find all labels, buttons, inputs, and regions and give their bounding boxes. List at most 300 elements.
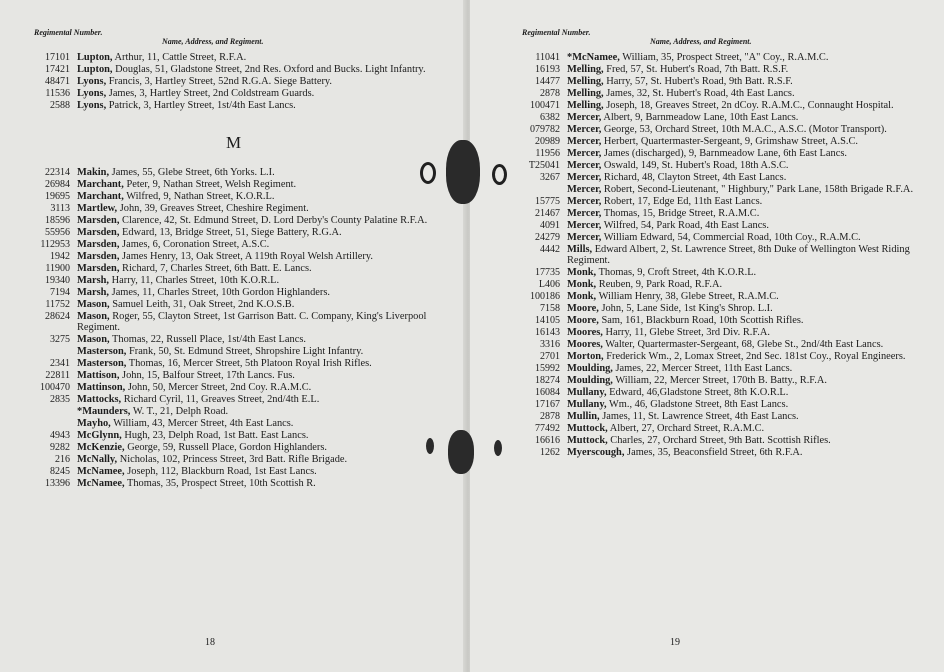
list-item bbox=[14, 382, 454, 393]
surname: Mercer, bbox=[567, 196, 602, 207]
entry-text bbox=[567, 411, 930, 422]
regimental-number: 19340 bbox=[45, 275, 70, 286]
surname: Moulding, bbox=[567, 375, 613, 386]
entry-text bbox=[77, 167, 454, 178]
list-item bbox=[14, 191, 454, 202]
address-regiment: Wilfred, 54, Park Road, 4th East Lancs. bbox=[601, 220, 769, 231]
regimental-number: 28624 bbox=[45, 311, 70, 322]
surname: Myerscough, bbox=[567, 447, 625, 458]
entry-text bbox=[567, 279, 930, 290]
list-item bbox=[14, 287, 454, 298]
reg-number-header: Regimental Number. bbox=[34, 28, 103, 37]
address-regiment: Oswald, 149, St. Hubert's Road, 18th A.S.C. bbox=[601, 160, 789, 171]
surname: Marsden, bbox=[77, 251, 120, 262]
list-item bbox=[504, 363, 930, 374]
address-regiment: William, 22, Mercer Street, 170th B. Batty., R.F.A. bbox=[612, 375, 827, 386]
entry-text bbox=[77, 358, 454, 369]
address-regiment: Wilfred, 9, Nathan Street, K.O.R.L. bbox=[123, 191, 275, 202]
address-regiment: James (discharged), 9, Barnmeadow Lane, 6th East Lancs. bbox=[601, 148, 847, 159]
list-item bbox=[504, 88, 930, 99]
list-item bbox=[14, 454, 454, 465]
regimental-number: 13396 bbox=[45, 478, 70, 489]
list-item bbox=[14, 76, 454, 87]
list-item bbox=[14, 64, 454, 75]
address-regiment: William, 43, Mercer Street, 4th East Lancs. bbox=[110, 418, 294, 429]
entry-text bbox=[567, 208, 930, 219]
entry-text bbox=[567, 100, 930, 111]
regimental-number: 11536 bbox=[45, 88, 70, 99]
entry-text bbox=[567, 184, 930, 195]
surname: Moores, bbox=[567, 327, 603, 338]
surname: Martlew, bbox=[77, 203, 118, 214]
list-item bbox=[14, 239, 454, 250]
entry-text bbox=[77, 88, 454, 99]
list-item bbox=[14, 167, 454, 178]
entry-text bbox=[567, 52, 930, 63]
list-item bbox=[14, 346, 454, 357]
list-item bbox=[504, 244, 930, 266]
address-regiment: Arthur, 11, Cattle Street, R.F.A. bbox=[112, 52, 247, 63]
regimental-number: 100470 bbox=[40, 382, 70, 393]
address-regiment: George, 53, Orchard Street, 10th M.A.C., A.S.C. (Motor Transport). bbox=[601, 124, 887, 135]
ink-blot bbox=[446, 140, 480, 204]
surname: Mercer, bbox=[567, 148, 602, 159]
left-page bbox=[0, 0, 466, 672]
list-item bbox=[14, 179, 454, 190]
address-regiment: George, 59, Russell Place, Gordon Highlanders. bbox=[124, 442, 327, 453]
entry-text bbox=[567, 447, 930, 458]
surname: Mayho, bbox=[77, 418, 111, 429]
column-header bbox=[34, 28, 264, 46]
address-regiment: Joseph, 18, Greaves Street, 2n dCoy. R.A.M.C., Connaught Hospital. bbox=[603, 100, 894, 111]
right-page bbox=[470, 0, 944, 672]
regimental-number bbox=[14, 346, 77, 357]
regimental-number: 2701 bbox=[540, 351, 560, 362]
list-item bbox=[504, 267, 930, 278]
regimental-number: 8245 bbox=[50, 466, 70, 477]
address-regiment: Walter, Quartermaster-Sergeant, 68, Glebe St., 2nd/4th East Lancs. bbox=[602, 339, 884, 350]
regimental-number: 14105 bbox=[535, 315, 560, 326]
entry-text bbox=[77, 215, 454, 226]
regimental-number: 16143 bbox=[535, 327, 560, 338]
ink-blot bbox=[426, 438, 434, 454]
entry-text bbox=[567, 148, 930, 159]
entry-text bbox=[567, 315, 930, 326]
list-item bbox=[504, 136, 930, 147]
address-regiment: Patrick, 3, Hartley Street, 1st/4th East Lancs. bbox=[106, 100, 296, 111]
regimental-number: 2878 bbox=[540, 88, 560, 99]
address-regiment: John, 5, Lane Side, 1st King's Shrop. L.I. bbox=[598, 303, 773, 314]
address-regiment: Douglas, 51, Gladstone Street, 2nd Res. Oxford and Bucks. Light Infantry. bbox=[112, 64, 426, 75]
surname: Mercer, bbox=[567, 184, 602, 195]
list-item bbox=[14, 406, 454, 417]
regimental-number: 7194 bbox=[50, 287, 70, 298]
address-regiment: James Henry, 13, Oak Street, A 119th Royal Welsh Artillery. bbox=[119, 251, 373, 262]
list-item bbox=[14, 334, 454, 345]
surname: Mason, bbox=[77, 299, 110, 310]
regimental-number: 15775 bbox=[535, 196, 560, 207]
entry-text bbox=[77, 76, 454, 87]
regimental-number: 11956 bbox=[535, 148, 560, 159]
surname: Morton, bbox=[567, 351, 604, 362]
entry-text bbox=[567, 423, 930, 434]
regimental-number: 11041 bbox=[535, 52, 560, 63]
address-regiment: Thomas, 9, Croft Street, 4th K.O.R.L. bbox=[596, 267, 757, 278]
name-header: Name, Address, and Regiment. bbox=[162, 37, 264, 46]
regimental-number: 20989 bbox=[535, 136, 560, 147]
list-item bbox=[14, 430, 454, 441]
regimental-number: 7158 bbox=[540, 303, 560, 314]
regimental-number: 2878 bbox=[540, 411, 560, 422]
entry-text bbox=[77, 100, 454, 111]
entry-text bbox=[77, 239, 454, 250]
regimental-number: 16616 bbox=[535, 435, 560, 446]
address-regiment: Hugh, 23, Delph Road, 1st Batt. East Lancs. bbox=[121, 430, 309, 441]
entry-text bbox=[567, 363, 930, 374]
surname: Mercer, bbox=[567, 136, 602, 147]
regimental-number bbox=[14, 406, 77, 417]
surname: McNamee, bbox=[77, 478, 125, 489]
list-item bbox=[504, 375, 930, 386]
surname: Muttock, bbox=[567, 423, 608, 434]
list-item bbox=[504, 447, 930, 458]
address-regiment: William Edward, 54, Commercial Road, 10th Coy., R.A.M.C. bbox=[601, 232, 861, 243]
address-regiment: William, 35, Prospect Street, "A" Coy., R.A.M.C. bbox=[619, 52, 829, 63]
address-regiment: Charles, 27, Orchard Street, 9th Batt. Scottish Rifles. bbox=[607, 435, 831, 446]
surname: Lyons, bbox=[77, 76, 107, 87]
page-number: 19 bbox=[670, 637, 680, 648]
ink-blot bbox=[448, 430, 474, 474]
regimental-number: 3316 bbox=[540, 339, 560, 350]
surname: Masterson, bbox=[77, 346, 127, 357]
list-item bbox=[14, 311, 454, 333]
regimental-number: 6382 bbox=[540, 112, 560, 123]
entry-text bbox=[567, 172, 930, 183]
address-regiment: John, 15, Balfour Street, 17th Lancs. Fus. bbox=[119, 370, 295, 381]
address-regiment: Albert, 27, Orchard Street, R.A.M.C. bbox=[607, 423, 765, 434]
entry-text bbox=[77, 466, 454, 477]
surname: Makin, bbox=[77, 167, 110, 178]
surname: McGlynn, bbox=[77, 430, 122, 441]
entry-text bbox=[567, 136, 930, 147]
entry-text bbox=[77, 251, 454, 262]
entry-text bbox=[77, 370, 454, 381]
surname: Lupton, bbox=[77, 52, 113, 63]
entry-text bbox=[77, 382, 454, 393]
regimental-number: 22314 bbox=[45, 167, 70, 178]
entry-text bbox=[77, 275, 454, 286]
address-regiment: Clarence, 42, St. Edmund Street, D. Lord Derby's County Palatine R.F.A. bbox=[119, 215, 428, 226]
list-item bbox=[14, 418, 454, 429]
list-item bbox=[504, 351, 930, 362]
regimental-number: 2341 bbox=[50, 358, 70, 369]
address-regiment: James, 32, St. Hubert's Road, 4th East Lancs. bbox=[603, 88, 795, 99]
entry-text bbox=[567, 232, 930, 243]
surname: Lupton, bbox=[77, 64, 113, 75]
surname: Marsden, bbox=[77, 227, 120, 238]
surname: McNamee, bbox=[77, 466, 125, 477]
surname: Marsden, bbox=[77, 239, 120, 250]
surname: Melling, bbox=[567, 88, 604, 99]
entry-text bbox=[77, 52, 454, 63]
entry-text bbox=[77, 311, 454, 333]
surname: Melling, bbox=[567, 100, 604, 111]
address-regiment: James, 3, Hartley Street, 2nd Coldstream Guards. bbox=[106, 88, 315, 99]
list-item bbox=[504, 160, 930, 171]
regimental-number: 3267 bbox=[540, 172, 560, 183]
regimental-number: T25041 bbox=[528, 160, 560, 171]
list-item bbox=[504, 279, 930, 290]
ink-blot bbox=[494, 440, 502, 456]
binding-hole bbox=[420, 162, 436, 184]
entry-text bbox=[77, 394, 454, 405]
regimental-number: 48471 bbox=[45, 76, 70, 87]
surname: Mercer, bbox=[567, 124, 602, 135]
list-item bbox=[504, 100, 930, 111]
regimental-number: 2835 bbox=[50, 394, 70, 405]
list-item bbox=[504, 327, 930, 338]
surname: Mattinson, bbox=[77, 382, 126, 393]
address-regiment: Thomas, 16, Mercer Street, 5th Platoon Royal Irish Rifles. bbox=[126, 358, 372, 369]
surname: Mercer, bbox=[567, 112, 602, 123]
regimental-number: 14477 bbox=[535, 76, 560, 87]
regimental-number: 24279 bbox=[535, 232, 560, 243]
regimental-number: 16193 bbox=[535, 64, 560, 75]
entry-text bbox=[77, 191, 454, 202]
address-regiment: Sam, 161, Blackburn Road, 10th Scottish Rifles. bbox=[598, 315, 804, 326]
list-item bbox=[504, 291, 930, 302]
list-item bbox=[504, 339, 930, 350]
address-regiment: John, 39, Greaves Street, Cheshire Regiment. bbox=[117, 203, 309, 214]
surname: Marsden, bbox=[77, 263, 120, 274]
page-number: 18 bbox=[205, 637, 215, 648]
regimental-number: 17101 bbox=[45, 52, 70, 63]
entry-text bbox=[77, 418, 454, 429]
surname: *McNamee, bbox=[567, 52, 620, 63]
surname: Mercer, bbox=[567, 172, 602, 183]
column-header bbox=[522, 28, 752, 46]
regimental-number bbox=[14, 418, 77, 429]
surname: Monk, bbox=[567, 279, 597, 290]
entry-text bbox=[77, 454, 454, 465]
list-item bbox=[14, 299, 454, 310]
surname: Moores, bbox=[567, 339, 603, 350]
address-regiment: Frederick Wm., 2, Lomax Street, 2nd Sec. 181st Coy., Royal Engineers. bbox=[603, 351, 906, 362]
entry-text bbox=[567, 387, 930, 398]
list-item bbox=[504, 196, 930, 207]
regimental-number: 26984 bbox=[45, 179, 70, 190]
surname: Marsh, bbox=[77, 287, 110, 298]
address-regiment: Wm., 46, Gladstone Street, 8th East Lancs. bbox=[606, 399, 789, 410]
address-regiment: Harry, 11, Glebe Street, 3rd Div. R.F.A. bbox=[602, 327, 770, 338]
list-item bbox=[14, 251, 454, 262]
surname: Muttock, bbox=[567, 435, 608, 446]
regimental-number: 1942 bbox=[50, 251, 70, 262]
address-regiment: Richard, 7, Charles Street, 6th Batt. E. Lancs. bbox=[119, 263, 312, 274]
regimental-number: 216 bbox=[55, 454, 70, 465]
regimental-number: 9282 bbox=[50, 442, 70, 453]
address-regiment: Fred, 57, St. Hubert's Road, 7th Batt. R.S.F. bbox=[603, 64, 789, 75]
address-regiment: Robert, Second-Lieutenant, " Highbury," Park Lane, 158th Brigade R.F.A. bbox=[601, 184, 914, 195]
surname: Mullany, bbox=[567, 399, 607, 410]
list-item bbox=[14, 100, 454, 111]
address-regiment: Edward, 46,Gladstone Street, 8th K.O.R.L. bbox=[606, 387, 789, 398]
surname: Mercer, bbox=[567, 160, 602, 171]
regimental-number: 17167 bbox=[535, 399, 560, 410]
surname: Mason, bbox=[77, 311, 110, 322]
list-item bbox=[504, 52, 930, 63]
surname: Monk, bbox=[567, 291, 597, 302]
list-item bbox=[14, 215, 454, 226]
list-item bbox=[14, 275, 454, 286]
list-item bbox=[14, 370, 454, 381]
list-item bbox=[14, 227, 454, 238]
address-regiment: Thomas, 15, Bridge Street, R.A.M.C. bbox=[601, 208, 760, 219]
address-regiment: Harry, 11, Charles Street, 10th K.O.R.L. bbox=[109, 275, 280, 286]
address-regiment: James, 55, Glebe Street, 6th Yorks. L.I. bbox=[109, 167, 275, 178]
list-item bbox=[504, 303, 930, 314]
reg-number-header: Regimental Number. bbox=[522, 28, 591, 37]
address-regiment: Reuben, 9, Park Road, R.F.A. bbox=[596, 279, 723, 290]
regimental-number: 18596 bbox=[45, 215, 70, 226]
address-regiment: Samuel Leith, 31, Oak Street, 2nd K.O.S.B. bbox=[109, 299, 295, 310]
entry-text bbox=[77, 406, 454, 417]
list-item bbox=[14, 88, 454, 99]
address-regiment: Peter, 9, Nathan Street, Welsh Regiment. bbox=[123, 179, 297, 190]
surname: *Maunders, bbox=[77, 406, 131, 417]
entry-text bbox=[567, 220, 930, 231]
entry-text bbox=[567, 327, 930, 338]
list-item bbox=[14, 442, 454, 453]
entry-text bbox=[567, 112, 930, 123]
surname: Mullany, bbox=[567, 387, 607, 398]
regimental-number: 17421 bbox=[45, 64, 70, 75]
list-item bbox=[14, 394, 454, 405]
entry-text bbox=[567, 399, 930, 410]
regimental-number: 3113 bbox=[50, 203, 70, 214]
surname: Monk, bbox=[567, 267, 597, 278]
address-regiment: James, 22, Mercer Street, 11th East Lancs. bbox=[612, 363, 793, 374]
regimental-number: 21467 bbox=[535, 208, 560, 219]
entry-text bbox=[567, 124, 930, 135]
regimental-number: 11900 bbox=[45, 263, 70, 274]
entry-text bbox=[567, 196, 930, 207]
entry-text bbox=[77, 346, 454, 357]
entry-text bbox=[77, 263, 454, 274]
entry-text bbox=[567, 339, 930, 350]
list-item bbox=[504, 124, 930, 135]
entry-text bbox=[567, 435, 930, 446]
address-regiment: Francis, 3, Hartley Street, 52nd R.G.A. Siege Battery. bbox=[106, 76, 333, 87]
surname: Marchant, bbox=[77, 191, 124, 202]
address-regiment: Nicholas, 102, Princess Street, 3rd Batt. Rifle Brigade. bbox=[117, 454, 348, 465]
regimental-number: 77492 bbox=[535, 423, 560, 434]
entry-text bbox=[77, 334, 454, 345]
address-regiment: Albert, 9, Barnmeadow Lane, 10th East Lancs. bbox=[601, 112, 799, 123]
regimental-number: 2588 bbox=[50, 100, 70, 111]
address-regiment: Roger, 55, Clayton Street, 1st Garrison Batt. C. Company, King's Liverpool Regiment. bbox=[77, 311, 427, 333]
address-regiment: Harry, 57, St. Hubert's Road, 9th Batt. R.S.F. bbox=[603, 76, 793, 87]
address-regiment: Joseph, 112, Blackburn Road, 1st East Lancs. bbox=[124, 466, 317, 477]
regimental-number: 4943 bbox=[50, 430, 70, 441]
list-item bbox=[504, 315, 930, 326]
list-item bbox=[504, 64, 930, 75]
entry-text bbox=[567, 244, 930, 266]
regimental-number: 100186 bbox=[530, 291, 560, 302]
surname: Mercer, bbox=[567, 232, 602, 243]
entry-text bbox=[77, 430, 454, 441]
list-item bbox=[504, 220, 930, 231]
right-entry-list bbox=[504, 52, 930, 459]
regimental-number: 19695 bbox=[45, 191, 70, 202]
list-item bbox=[504, 112, 930, 123]
list-item bbox=[504, 411, 930, 422]
list-item bbox=[504, 184, 930, 195]
entry-text bbox=[77, 64, 454, 75]
surname: Marsden, bbox=[77, 215, 120, 226]
entry-text bbox=[567, 64, 930, 75]
address-regiment: James, 35, Beaconsfield Street, 6th R.F.A. bbox=[624, 447, 803, 458]
regimental-number: 3275 bbox=[50, 334, 70, 345]
entry-text bbox=[567, 88, 930, 99]
address-regiment: W. T., 21, Delph Road. bbox=[130, 406, 229, 417]
regimental-number: 15992 bbox=[535, 363, 560, 374]
address-regiment: John, 50, Mercer Street, 2nd Coy. R.A.M.C. bbox=[125, 382, 312, 393]
surname: Mullin, bbox=[567, 411, 600, 422]
address-regiment: James, 11, Charles Street, 10th Gordon Highlanders. bbox=[109, 287, 330, 298]
regimental-number: 112953 bbox=[40, 239, 70, 250]
surname: McKenzie, bbox=[77, 442, 125, 453]
surname: Mercer, bbox=[567, 208, 602, 219]
surname: Mason, bbox=[77, 334, 110, 345]
list-item bbox=[504, 423, 930, 434]
entry-text bbox=[567, 351, 930, 362]
address-regiment: Richard Cyril, 11, Greaves Street, 2nd/4th E.L. bbox=[121, 394, 320, 405]
address-regiment: Herbert, Quartermaster-Sergeant, 9, Grimshaw Street, A.S.C. bbox=[601, 136, 859, 147]
left-entry-list bbox=[14, 52, 454, 490]
list-item bbox=[504, 172, 930, 183]
entry-text bbox=[567, 160, 930, 171]
regimental-number: 16084 bbox=[535, 387, 560, 398]
regimental-number: 4091 bbox=[540, 220, 560, 231]
regimental-number: 18274 bbox=[535, 375, 560, 386]
address-regiment: Edward, 13, Bridge Street, 51, Siege Battery, R.G.A. bbox=[119, 227, 342, 238]
list-item bbox=[504, 232, 930, 243]
list-item bbox=[504, 387, 930, 398]
address-regiment: Frank, 50, St. Edmund Street, Shropshire Light Infantry. bbox=[126, 346, 364, 357]
list-item bbox=[14, 52, 454, 63]
surname: Moore, bbox=[567, 315, 599, 326]
surname: Mattocks, bbox=[77, 394, 122, 405]
regimental-number: 1262 bbox=[540, 447, 560, 458]
regimental-number: 100471 bbox=[530, 100, 560, 111]
address-regiment: Robert, 17, Edge Ed, 11th East Lancs. bbox=[601, 196, 763, 207]
entry-text bbox=[567, 303, 930, 314]
entry-text bbox=[567, 267, 930, 278]
surname: Mills, bbox=[567, 244, 593, 255]
entry-text bbox=[567, 291, 930, 302]
list-item bbox=[14, 466, 454, 477]
address-regiment: Richard, 48, Clayton Street, 4th East Lancs. bbox=[601, 172, 787, 183]
regimental-number bbox=[504, 184, 567, 195]
surname: McNally, bbox=[77, 454, 118, 465]
regimental-number: 4442 bbox=[540, 244, 560, 255]
surname: Moulding, bbox=[567, 363, 613, 374]
entry-text bbox=[567, 76, 930, 87]
address-regiment: Thomas, 35, Prospect Street, 10th Scottish R. bbox=[124, 478, 316, 489]
entry-text bbox=[77, 287, 454, 298]
regimental-number: 55956 bbox=[45, 227, 70, 238]
